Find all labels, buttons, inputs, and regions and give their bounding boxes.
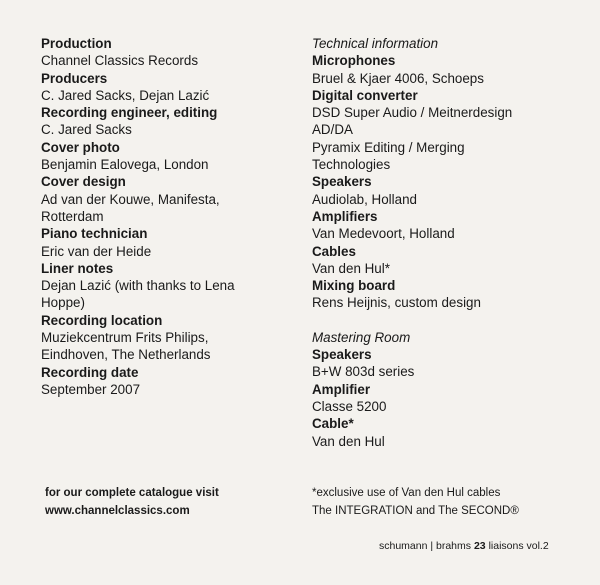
master-label-cable: Cable* (312, 416, 354, 432)
tech-value-editing-2: Technologies (312, 157, 391, 173)
master-value-amplifier: Classe 5200 (312, 398, 387, 414)
credit-value-engineer: C. Jared Sacks (41, 122, 132, 138)
tech-value-speakers: Audiolab, Holland (312, 191, 417, 207)
credit-label-liner-notes: Liner notes (41, 260, 114, 276)
credit-value-cover-design-2: Rotterdam (41, 208, 104, 224)
credit-value-production: Channel Classics Records (41, 53, 199, 69)
tech-value-cables: Van den Hul* (312, 260, 390, 276)
catalogue-link[interactable]: www.channelclassics.com (45, 505, 190, 517)
cable-footnote (312, 484, 519, 520)
footer-series-title: liaisons vol.2 (488, 540, 549, 552)
master-value-cable: Van den Hul (312, 433, 385, 449)
master-label-amplifier: Amplifier (312, 381, 371, 397)
mastering-title: Mastering Room (312, 329, 411, 345)
credit-value-liner-notes-2: Hoppe) (41, 295, 85, 311)
footer-work-title: schumann | brahms (379, 540, 472, 552)
tech-value-amplifiers: Van Medevoort, Holland (312, 226, 455, 242)
master-value-speakers: B+W 803d series (312, 364, 415, 380)
tech-label-cables: Cables (312, 243, 356, 259)
section-spacer (312, 312, 582, 329)
page-number: 23 (473, 540, 486, 552)
credit-label-producers: Producers (41, 70, 108, 86)
catalogue-note (45, 484, 219, 520)
footnote-line-2: The INTEGRATION and The SECOND® (312, 505, 519, 517)
technical-column (312, 35, 582, 450)
tech-value-mixing-board: Rens Heijnis, custom design (312, 295, 481, 311)
credit-label-cover-photo: Cover photo (41, 139, 120, 155)
tech-value-editing-1: Pyramix Editing / Merging (312, 139, 465, 155)
credit-value-producers: C. Jared Sacks, Dejan Lazić (41, 87, 210, 103)
credits-column (41, 35, 296, 398)
credit-value-recording-location-1: Muziekcentrum Frits Philips, (41, 330, 209, 346)
tech-label-microphones: Microphones (312, 53, 396, 69)
tech-label-amplifiers: Amplifiers (312, 208, 378, 224)
credit-label-production: Production (41, 36, 112, 51)
credit-label-engineer: Recording engineer, editing (41, 105, 218, 121)
credit-value-recording-date: September 2007 (41, 381, 141, 397)
page-footer (379, 540, 549, 552)
tech-label-mixing-board: Mixing board (312, 278, 396, 294)
credit-label-piano-technician: Piano technician (41, 226, 148, 242)
technical-title: Technical information (312, 36, 439, 51)
tech-label-digital-converter: Digital converter (312, 87, 418, 103)
catalogue-line-1: for our complete catalogue visit (45, 487, 219, 499)
credit-value-cover-design-1: Ad van der Kouwe, Manifesta, (41, 191, 220, 207)
credit-label-recording-location: Recording location (41, 312, 163, 328)
footnote-line-1: *exclusive use of Van den Hul cables (312, 487, 501, 499)
tech-value-microphones: Bruel & Kjaer 4006, Schoeps (312, 70, 484, 86)
tech-value-digital-converter-1: DSD Super Audio / Meitnerdesign (312, 105, 513, 121)
credit-value-piano-technician: Eric van der Heide (41, 243, 152, 259)
master-label-speakers: Speakers (312, 347, 372, 363)
credit-label-recording-date: Recording date (41, 364, 139, 380)
credit-value-liner-notes-1: Dejan Lazić (with thanks to Lena (41, 278, 235, 294)
credit-value-cover-photo: Benjamin Ealovega, London (41, 157, 209, 173)
credit-value-recording-location-2: Eindhoven, The Netherlands (41, 347, 211, 363)
tech-label-speakers: Speakers (312, 174, 372, 190)
credit-label-cover-design: Cover design (41, 174, 126, 190)
tech-value-digital-converter-2: AD/DA (312, 122, 353, 138)
